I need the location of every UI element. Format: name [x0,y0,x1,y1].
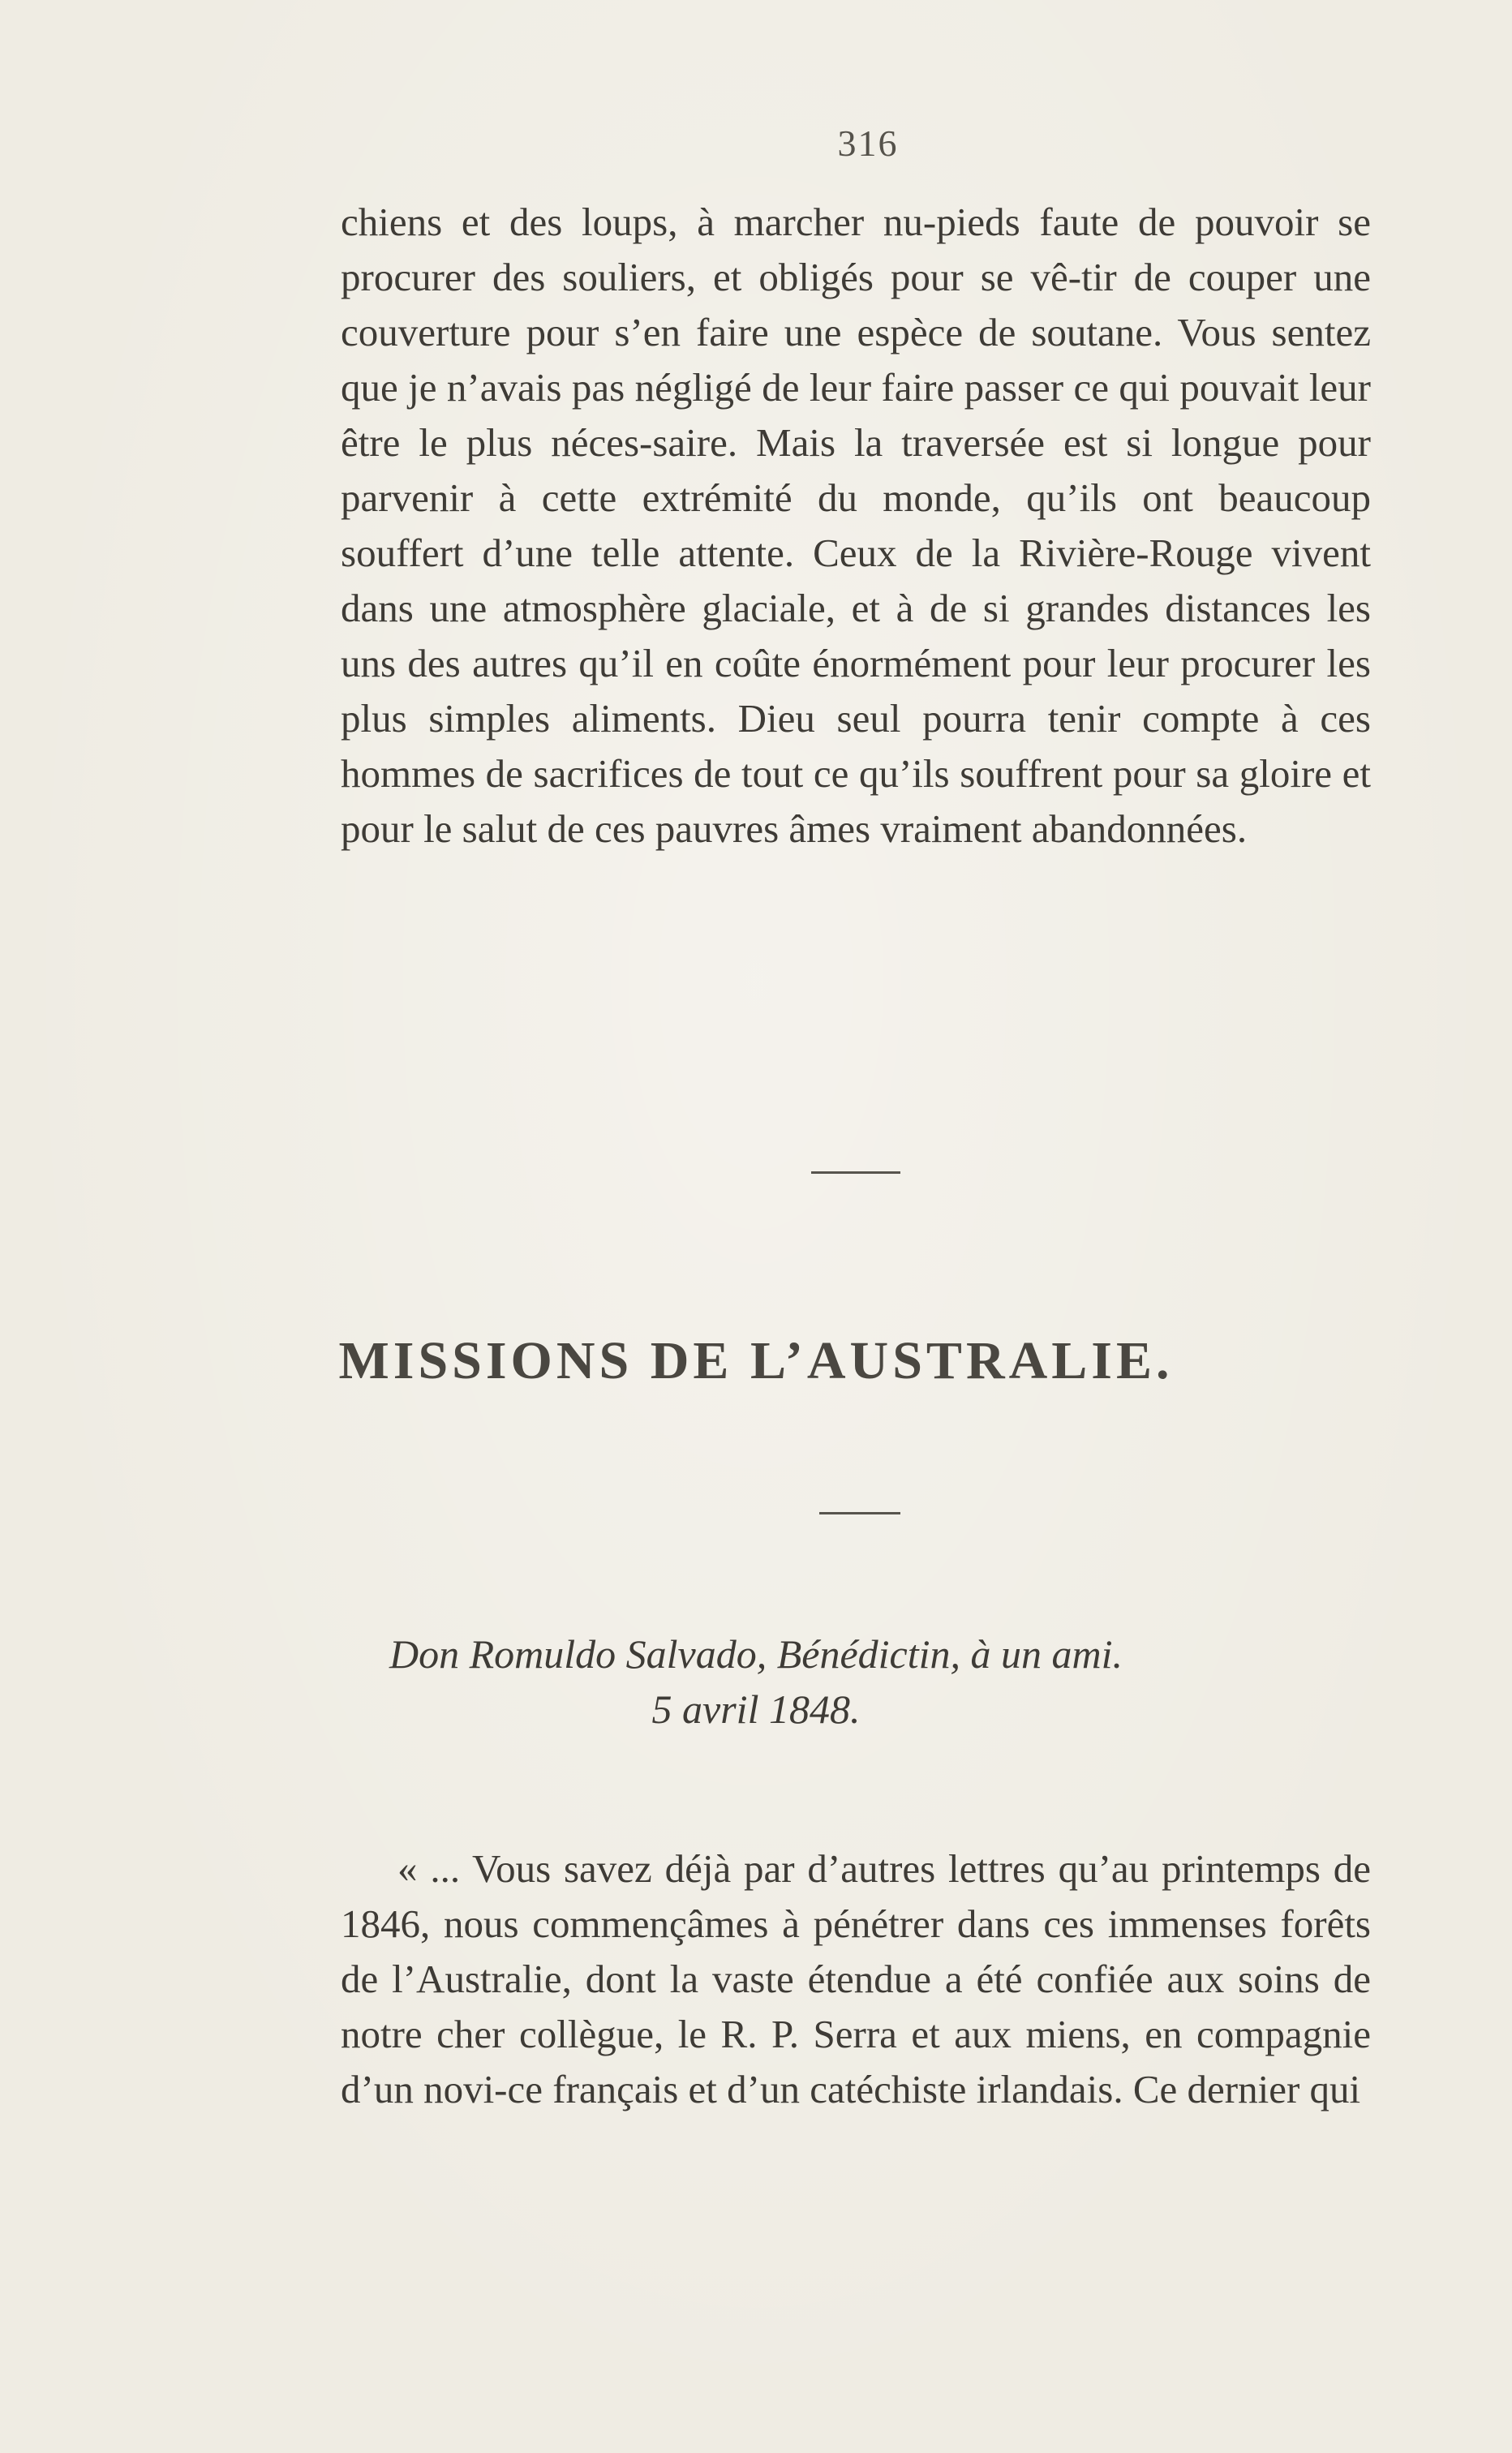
section-title: MISSIONS DE L’AUSTRALIE. [338,1331,1174,1390]
letter-body-paragraph: « ... Vous savez déjà par d’autres lettres qu’au printemps de 1846, nous commençâmes à pénétrer dans ces immenses forêts de l’Australie, dont la vaste étendue a été confiée aux soins de notre cher collègue, le R. P. Serra et aux miens, en compagnie d’un novi-ce français et d’un catéchiste irlandais. Ce dernier qui [341,1846,1371,2111]
letter-header-author: Don Romuldo Salvado, Bénédictin, à un ami. [389,1631,1123,1677]
section-divider-top [811,1171,900,1174]
letter-body-block [341,1841,1371,2117]
top-paragraph-block [341,195,1371,857]
section-divider-bottom [819,1512,900,1514]
top-paragraph: chiens et des loups, à marcher nu-pieds faute de pouvoir se procurer des souliers, et obligés pour se vê-tir de couper une couverture pour s’en faire une espèce de soutane. Vous sentez que je n’avais pas négligé de leur faire passer ce qui pouvait leur être le plus néces-saire. Mais la traversée est si longue pour parvenir à cette extrémité du monde, qu’ils ont beaucoup souffert d’une telle attente. Ceux de la Rivière-Rouge vivent dans une atmosphère glaciale, et à de si grandes distances les uns des autres qu’il en coûte énormément pour leur procurer les plus simples aliments. Dieu seul pourra tenir compte à ces hommes de sacrifices de tout ce qu’ils souffrent pour sa gloire et pour le salut de ces pauvres âmes vraiment abandonnées. [341,200,1371,851]
letter-header-date: 5 avril 1848. [651,1686,861,1732]
page-number: 316 [837,122,899,164]
letter-header [0,1626,1512,1737]
